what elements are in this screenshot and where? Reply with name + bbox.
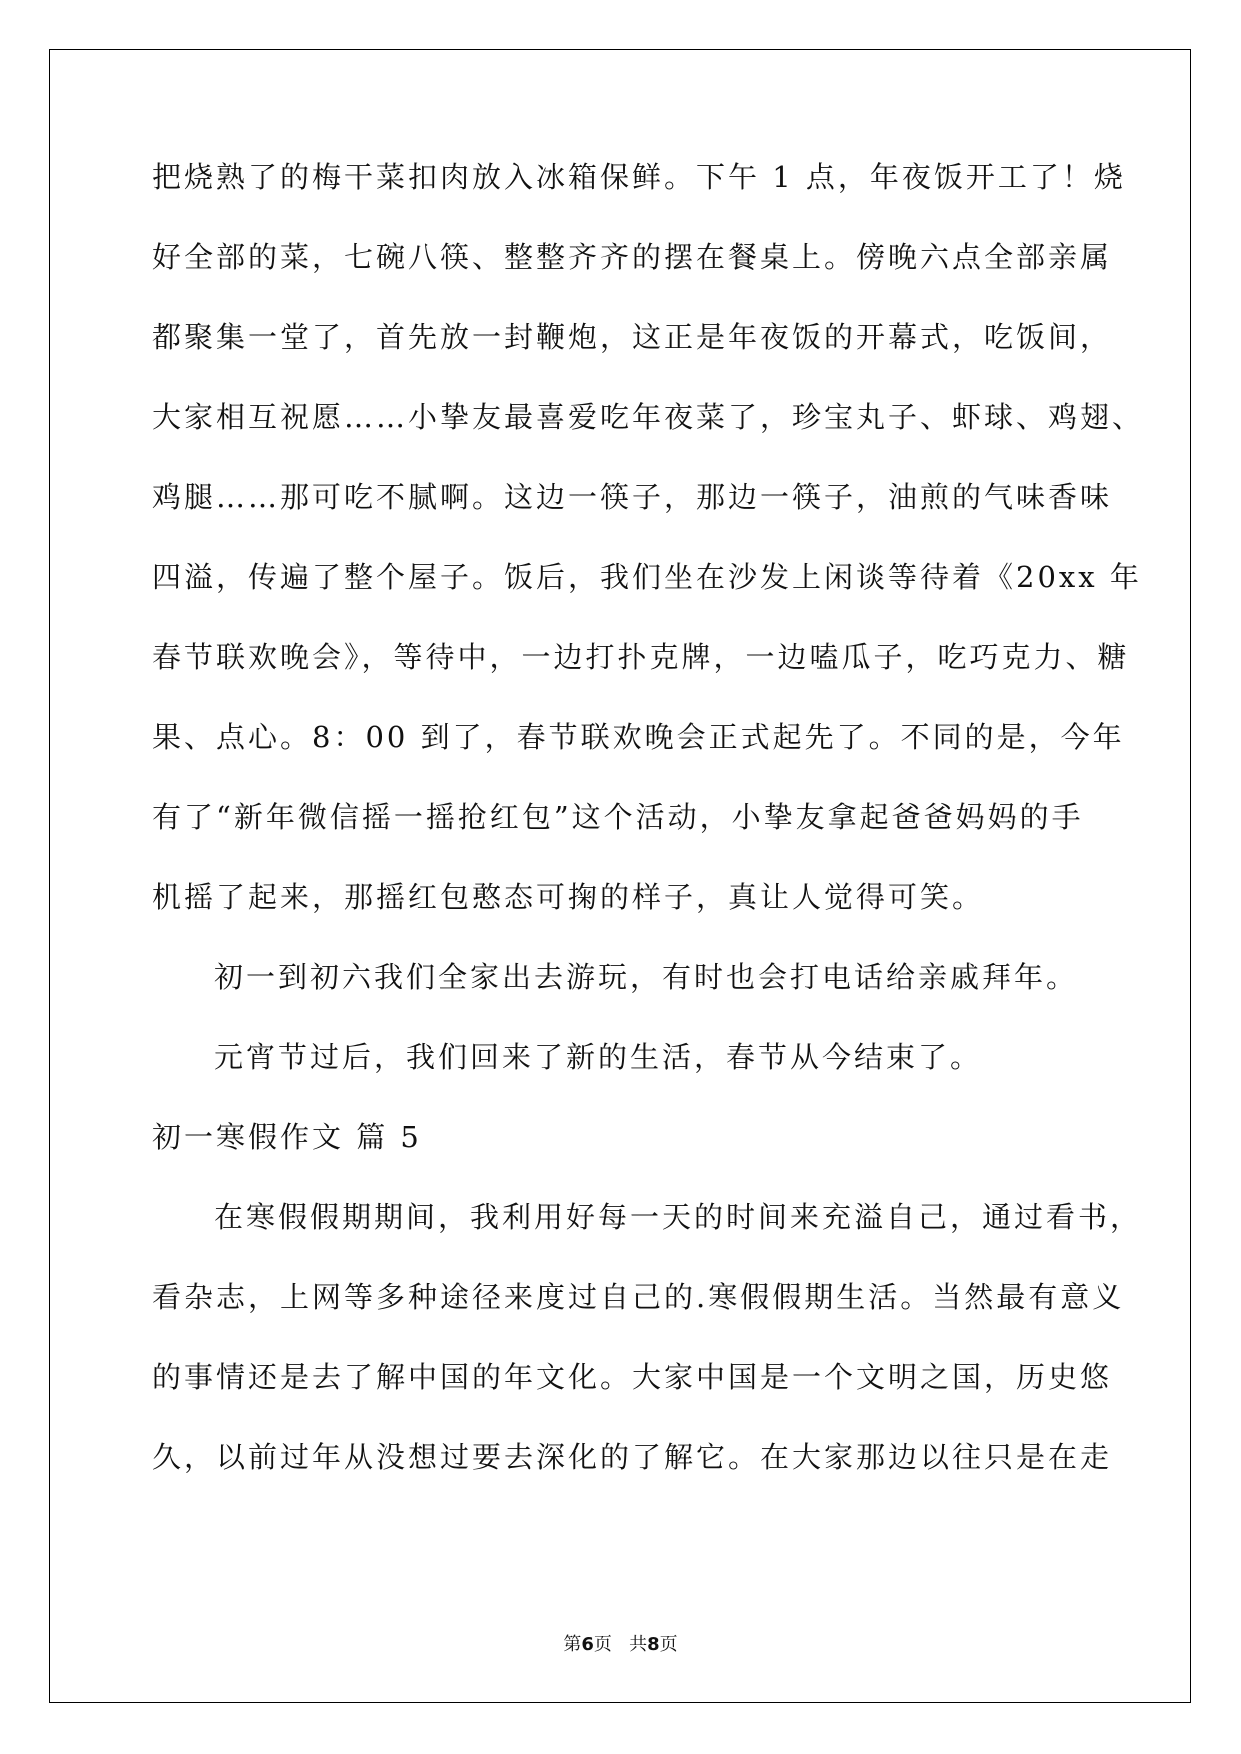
paragraph-2: 初一到初六我们全家出去游玩，有时也会打电话给亲戚拜年。 xyxy=(214,960,1079,994)
text-line: 在寒假假期期间，我利用好每一天的时间来充溢自己，通过看书， xyxy=(214,1200,1143,1234)
paragraph-4 xyxy=(152,1200,1143,1520)
text-line: 有了“新年微信摇一摇抢红包”这个活动，小挚友拿起爸爸妈妈的手 xyxy=(152,800,1084,834)
text-line: 好全部的菜，七碗八筷、整整齐齐的摆在餐桌上。傍晚六点全部亲属 xyxy=(152,240,1113,274)
current-page-number: 6 xyxy=(581,1634,594,1655)
total-pages-number: 8 xyxy=(647,1634,660,1655)
text-line: 机摇了起来，那摇红包憨态可掬的样子，真让人觉得可笑。 xyxy=(152,880,985,914)
footer-prefix: 第 xyxy=(563,1634,582,1655)
text-line: 久，以前过年从没想过要去深化的了解它。在大家那边以往只是在走 xyxy=(152,1440,1113,1474)
text-line: 鸡腿……那可吃不腻啊。这边一筷子，那边一筷子，油煎的气味香味 xyxy=(152,480,1113,514)
footer-total-prefix: 共 xyxy=(629,1634,648,1655)
page-footer xyxy=(0,1630,1241,1656)
footer-page-word: 页 xyxy=(593,1634,612,1655)
text-line: 大家相互祝愿……小挚友最喜爱吃年夜菜了，珍宝丸子、虾球、鸡翅、 xyxy=(152,400,1145,434)
paragraph-1 xyxy=(152,160,1145,960)
text-line: 春节联欢晚会》，等待中，一边打扑克牌，一边嗑瓜子，吃巧克力、糖 xyxy=(152,640,1130,674)
text-line: 看杂志，上网等多种途径来度过自己的.寒假假期生活。当然最有意义 xyxy=(152,1280,1125,1314)
footer-total-suffix: 页 xyxy=(659,1634,678,1655)
section-heading: 初一寒假作文 篇 5 xyxy=(152,1120,422,1154)
text-line: 果、点心。8：00 到了，春节联欢晚会正式起先了。不同的是，今年 xyxy=(152,720,1125,754)
text-line: 把烧熟了的梅干菜扣肉放入冰箱保鲜。下午 1 点，年夜饭开工了！烧 xyxy=(152,160,1126,194)
text-line: 四溢，传遍了整个屋子。饭后，我们坐在沙发上闲谈等待着《20xx 年 xyxy=(152,560,1142,594)
document-body xyxy=(152,160,1145,1520)
text-line: 的事情还是去了解中国的年文化。大家中国是一个文明之国，历史悠 xyxy=(152,1360,1113,1394)
paragraph-3: 元宵节过后，我们回来了新的生活，春节从今结束了。 xyxy=(214,1040,983,1074)
text-line: 都聚集一堂了，首先放一封鞭炮，这正是年夜饭的开幕式，吃饭间， xyxy=(152,320,1113,354)
